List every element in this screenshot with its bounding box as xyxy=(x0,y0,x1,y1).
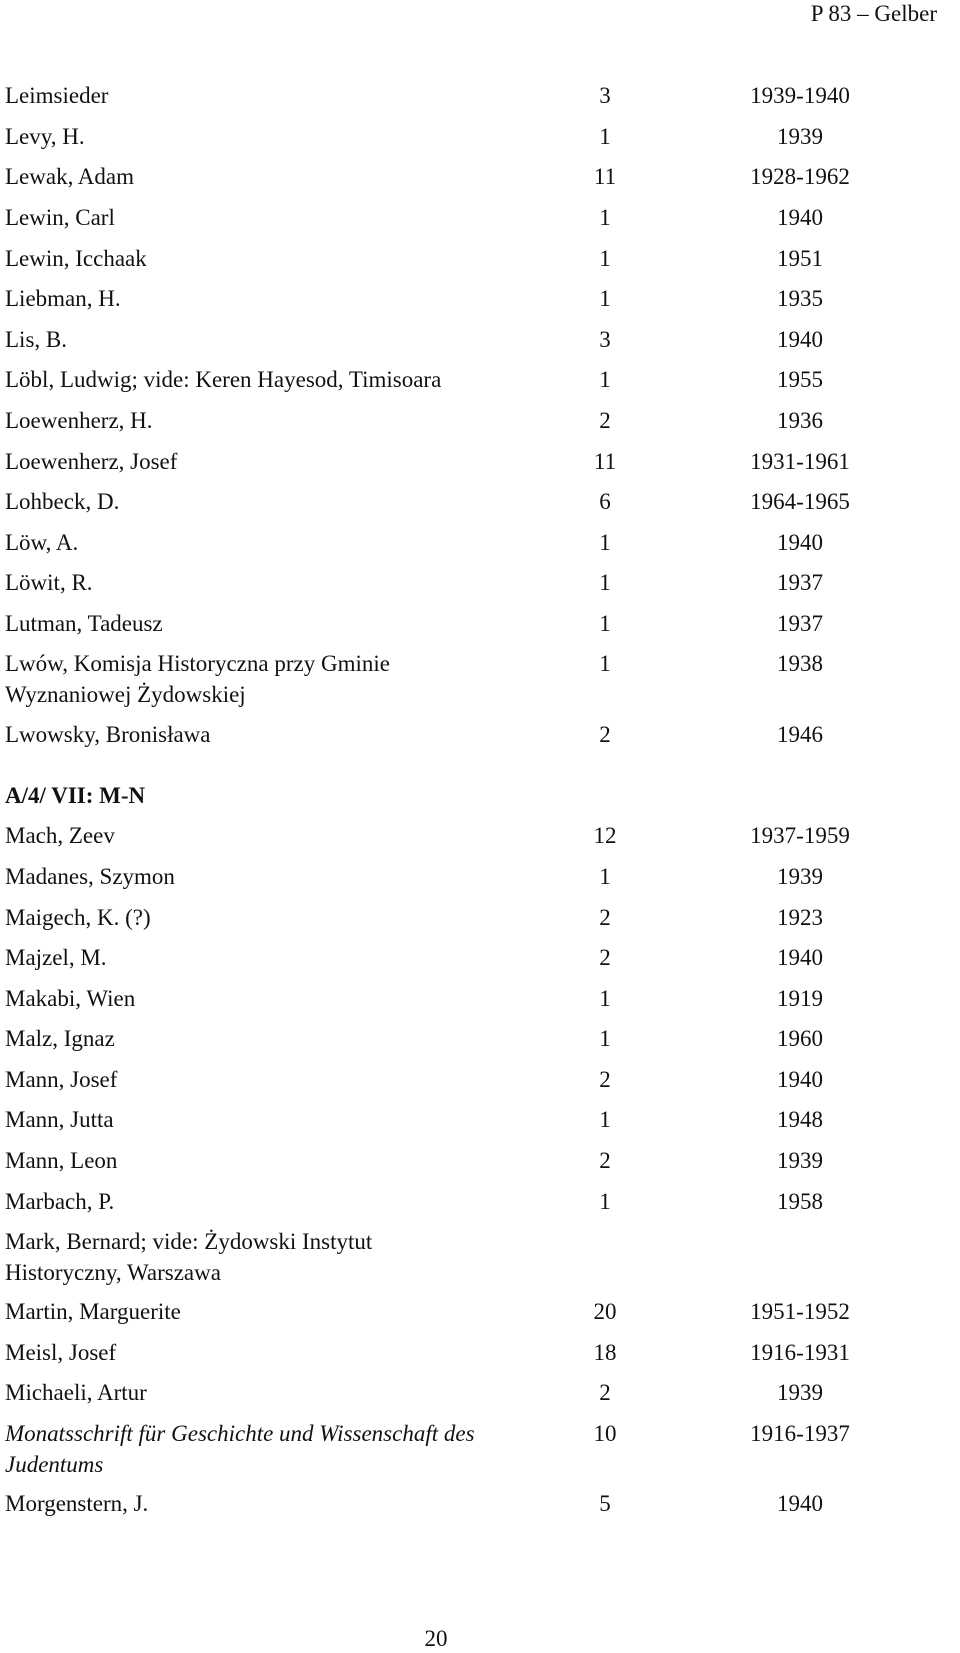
entry-count: 1 xyxy=(599,1107,611,1132)
entry-name: Lis, B. xyxy=(5,327,67,352)
entry-years: 1939 xyxy=(777,864,823,889)
entry-count: 5 xyxy=(599,1491,611,1516)
entry-count: 2 xyxy=(599,1148,611,1173)
entry-count: 18 xyxy=(593,1340,617,1365)
entry-count: 1 xyxy=(599,570,611,595)
entry-years: 1948 xyxy=(777,1107,823,1132)
entry-count: 2 xyxy=(599,408,611,433)
entry-years: 1936 xyxy=(777,408,823,433)
entry-years: 1940 xyxy=(777,205,823,230)
entry-name: Lwowsky, Bronisława xyxy=(5,722,211,747)
entry-years: 1939-1940 xyxy=(750,83,850,108)
section-heading: A/4/ VII: M-N xyxy=(5,783,146,808)
entry-years: 1960 xyxy=(777,1026,823,1051)
entry-count: 1 xyxy=(599,1026,611,1051)
entry-years: 1937 xyxy=(777,570,823,595)
entry-name: Makabi, Wien xyxy=(5,986,136,1011)
entry-name: Lohbeck, D. xyxy=(5,489,120,514)
entry-count: 10 xyxy=(593,1421,617,1446)
entry-years: 1937 xyxy=(777,611,823,636)
entry-years: 1935 xyxy=(777,286,823,311)
entry-years: 1916-1937 xyxy=(750,1421,850,1446)
entry-years: 1951 xyxy=(777,246,823,271)
entry-years: 1938 xyxy=(777,651,823,676)
entry-name: Mach, Zeev xyxy=(5,823,115,848)
entry-count: 3 xyxy=(599,83,611,108)
entry-count: 1 xyxy=(599,124,611,149)
entry-years: 1940 xyxy=(777,1491,823,1516)
entry-count: 2 xyxy=(599,945,611,970)
entry-name: Loewenherz, H. xyxy=(5,408,153,433)
entry-name: Löwit, R. xyxy=(5,570,93,595)
entry-count: 2 xyxy=(599,722,611,747)
entry-name: Marbach, P. xyxy=(5,1189,115,1214)
entry-name: Malz, Ignaz xyxy=(5,1026,115,1051)
entry-count: 1 xyxy=(599,986,611,1011)
entry-years: 1931-1961 xyxy=(750,449,850,474)
page-header: P 83 – Gelber xyxy=(810,1,937,26)
entry-years: 1937-1959 xyxy=(750,823,850,848)
entry-name: Löw, A. xyxy=(5,530,79,555)
entry-years: 1940 xyxy=(777,1067,823,1092)
entry-name-line2: Wyznaniowej Żydowskiej xyxy=(5,682,246,707)
entry-name: Lewak, Adam xyxy=(5,164,135,189)
entry-count: 1 xyxy=(599,530,611,555)
entry-count: 1 xyxy=(599,651,611,676)
entry-name: Leimsieder xyxy=(5,83,109,108)
entry-name: Maigech, K. (?) xyxy=(5,905,151,930)
entry-years: 1928-1962 xyxy=(750,164,850,189)
entry-count: 2 xyxy=(599,1067,611,1092)
entry-count: 2 xyxy=(599,1380,611,1405)
entry-name-line2: Historyczny, Warszawa xyxy=(5,1260,221,1285)
entry-count: 1 xyxy=(599,367,611,392)
entry-name: Mann, Leon xyxy=(5,1148,118,1173)
entry-count: 12 xyxy=(593,823,617,848)
entry-years: 1955 xyxy=(777,367,823,392)
entry-name xyxy=(5,1418,565,1480)
entry-years: 1940 xyxy=(777,327,823,352)
entry-name: Lewin, Icchaak xyxy=(5,246,147,271)
entry-name: Martin, Marguerite xyxy=(5,1299,181,1324)
entry-name: Lutman, Tadeusz xyxy=(5,611,163,636)
entry-years: 1940 xyxy=(777,530,823,555)
entry-years: 1939 xyxy=(777,1148,823,1173)
entry-count: 1 xyxy=(599,1189,611,1214)
entry-name: Mann, Jutta xyxy=(5,1107,114,1132)
entry-years: 1939 xyxy=(777,124,823,149)
entry-name: Meisl, Josef xyxy=(5,1340,117,1365)
entry-years: 1916-1931 xyxy=(750,1340,850,1365)
entry-count: 6 xyxy=(599,489,611,514)
entry-count: 20 xyxy=(593,1299,617,1324)
entry-years: 1958 xyxy=(777,1189,823,1214)
page-number: 20 xyxy=(424,1626,448,1651)
entry-name-line1: Mark, Bernard; vide: Żydowski Instytut xyxy=(5,1229,373,1254)
entry-years: 1939 xyxy=(777,1380,823,1405)
entry-name-line1: Monatsschrift für Geschichte und Wissenschaft des xyxy=(5,1421,475,1446)
entry-name: Majzel, M. xyxy=(5,945,107,970)
entry-count: 3 xyxy=(599,327,611,352)
entry-count: 1 xyxy=(599,205,611,230)
entry-years: 1919 xyxy=(777,986,823,1011)
entry-name: Liebman, H. xyxy=(5,286,121,311)
entry-name: Michaeli, Artur xyxy=(5,1380,147,1405)
entry-years: 1951-1952 xyxy=(750,1299,850,1324)
entry-name: Morgenstern, J. xyxy=(5,1491,149,1516)
entry-name: Löbl, Ludwig; vide: Keren Hayesod, Timisoara xyxy=(5,367,442,392)
entry-count: 1 xyxy=(599,246,611,271)
entry-count: 2 xyxy=(599,905,611,930)
entry-name xyxy=(5,648,565,710)
entry-years: 1946 xyxy=(777,722,823,747)
entry-years: 1940 xyxy=(777,945,823,970)
entry-name-line1: Lwów, Komisja Historyczna przy Gminie xyxy=(5,651,390,676)
entry-count: 11 xyxy=(593,164,617,189)
entry-years: 1964-1965 xyxy=(750,489,850,514)
entry-name-line2: Judentums xyxy=(5,1452,104,1477)
entry-count: 11 xyxy=(593,449,617,474)
entry-name: Levy, H. xyxy=(5,124,85,149)
entry-count: 1 xyxy=(599,864,611,889)
entry-name: Madanes, Szymon xyxy=(5,864,175,889)
entry-count: 1 xyxy=(599,286,611,311)
entry-name: Mann, Josef xyxy=(5,1067,118,1092)
entry-count: 1 xyxy=(599,611,611,636)
entry-name xyxy=(5,1226,565,1288)
entry-name: Lewin, Carl xyxy=(5,205,115,230)
entry-name: Loewenherz, Josef xyxy=(5,449,178,474)
entry-years: 1923 xyxy=(777,905,823,930)
